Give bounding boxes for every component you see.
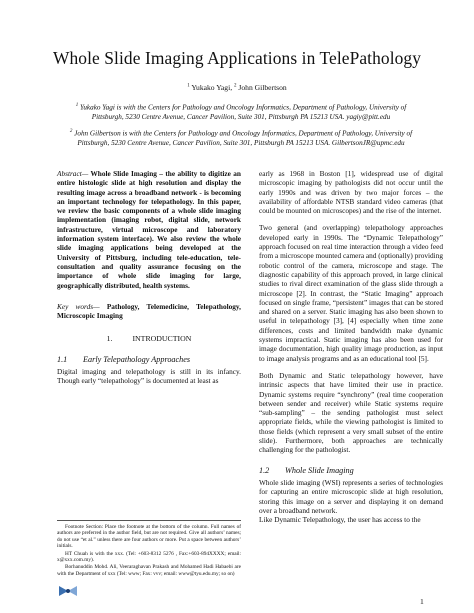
affiliation-2-line2: Pittsburgh, 5230 Centre Avenue, Cancer Pavilion, Suite 301, Pittsburgh PA 15213 USA. GilbertsonJR@upmc.edu <box>77 138 405 147</box>
affiliation-1-line2: Pittsburgh, 5230 Centre Avenue, Cancer Pavilion, Suite 301, Pittsburgh PA 15213 USA. yagiy@pitt.edu <box>91 112 391 121</box>
footnote-3: Borhanuddin Mohd. Ali, Veeraraghavan Prakash and Mohamed Hadi Habaebi are with the Department of xxx (Tel: www; Fax: vvv; email: www@tyu.edu.my; so on) <box>57 564 241 577</box>
right-paragraph-3: Both Dynamic and Static telepathology however, have intrinsic aspects that have limited their use in practice. Dynamic systems require “synchrony” (real time cooperation between sender and receiver) while Static systems require “sub-sampling” – the sending pathologist must select appropriate fields, while the viewing pathologist is limited to those fields (which represent a very small subset of the entire slide). Furthermore, both approaches are technically challenging for the pathologist. <box>259 370 443 455</box>
author-1-sup: 1 <box>187 83 190 89</box>
right-paragraph-4: Whole slide imaging (WSI) represents a series of technologies for capturing an entire microscopic slide at high resolution, storing this image on a server and displaying it on demand over a broadband network. <box>259 477 443 515</box>
page-number: 1 <box>420 597 424 606</box>
author-2-name: John Gilbertson <box>238 83 287 92</box>
publisher-logo-icon <box>58 584 78 598</box>
right-paragraph-5: Like Dynamic Telepathology, the user has access to the <box>259 515 421 525</box>
author-2-sup: 2 <box>234 83 237 89</box>
abstract <box>57 169 241 290</box>
section-1-title: INTRODUCTION <box>132 334 192 344</box>
abstract-lead: Abstract— <box>57 169 89 178</box>
section-1-2-number: 1.2 <box>259 465 270 475</box>
keywords-text: Pathology, Telemedicine, Telepathology, Microscopic Imaging <box>57 301 242 321</box>
abstract-text: Whole Slide Imaging – the ability to digitize an entire histologic slide at high resolution and display the resulting image across a broadband network - is becoming an important technology for telepathology. In this paper, we review the basic components of a whole slide imaging implementation (imaging robot, digital slide, network infrastructure, virtual microscope and laboratory information system interface). We also review the whole slide imaging applications being developed at the University of Pittsburg, including tele-education, tele-consultation and quality assurance focusing on the importance of whole slide imaging for large, geographically distributed, health systems. <box>57 169 241 290</box>
right-paragraph-1: early as 1968 in Boston [1], widespread use of digital microscopic imaging by pathologists did not occur until the early 1990s and was driven by two major forces – the availability of affordable NTSB standard video cameras (that could be mounted on microscopes) and the rise of the internet. <box>259 169 443 216</box>
section-1-number: 1. <box>106 334 113 344</box>
keywords-lead: Key words— <box>57 301 100 311</box>
author-1-name: Yukako Yagi <box>191 83 231 92</box>
intro-paragraph: Digital imaging and telepathology is still in its infancy. Though early “telepathology” is documented at least as <box>57 367 241 386</box>
right-column <box>259 169 443 524</box>
paper-title: Whole Slide Imaging Applications in TelePathology <box>52 48 422 68</box>
affiliation-2-sup: 2 <box>69 129 73 134</box>
section-1-2-heading <box>259 466 443 475</box>
affiliation-2-line1: John Gilbertson is with the Centers for Pathology and Oncology Informatics, Department of Pathology, University of <box>74 129 413 138</box>
affiliation-1-line1: Yukako Yagi is with the Centers for Pathology and Oncology Informatics, Department of Pathology, University of <box>80 103 407 112</box>
right-paragraph-2: Two general (and overlapping) telepathology approaches developed early in 1990s. The “Dynamic Telepathology” approach focused on real time interaction through a video feed from a microscope mounted camera and (optionally) providing robotic control of the camera, microscope and stage. The diagnostic capability of this approach proved, in large clinical studies to rival direct examination of the glass slide through a microscope [2]. In contrast, the “Static Imaging” approach focused on single frame, “persistent” images that can be stored and shared on a server. Static imaging has also been shown to useful in telepathology [3], [4] especially when time zone differences, costs and limited bandwidth make dynamic systems impractical. Static imaging has also been used for image documentation, high quality image production, as input to image analysis programs and as an educational tool [5]. <box>259 223 443 363</box>
left-column <box>57 169 241 386</box>
footnote-1: Footnote Section: Place the footnote at the bottom of the column. Full names of authors are preferred in the author field, but are not required. Give all authors’ names; do not use “et al.” unless there are four authors or more. Put a space between authors’ initials. <box>57 524 241 550</box>
footnote-2: HT Chuah is with the xxx. (Tel: +603-8312 5276 , Fax:+603-894XXXX; email: x@xxx.com.my). <box>57 550 241 564</box>
section-1-1-number: 1.1 <box>57 354 68 364</box>
author-line: $^1$ Yukako Yagi, $^2$ John Gilbertson <box>187 83 287 92</box>
footnotes <box>57 520 241 578</box>
affiliation-1-sup: 1 <box>75 103 79 108</box>
section-1-heading <box>57 334 241 343</box>
affiliation-2 <box>57 127 425 149</box>
keywords <box>57 302 241 321</box>
section-1-1-title: Early Telepathology Approaches <box>83 354 191 364</box>
section-1-1-heading <box>57 355 241 364</box>
section-1-2-title: Whole Slide Imaging <box>285 465 354 475</box>
affiliation-1 <box>57 101 425 123</box>
